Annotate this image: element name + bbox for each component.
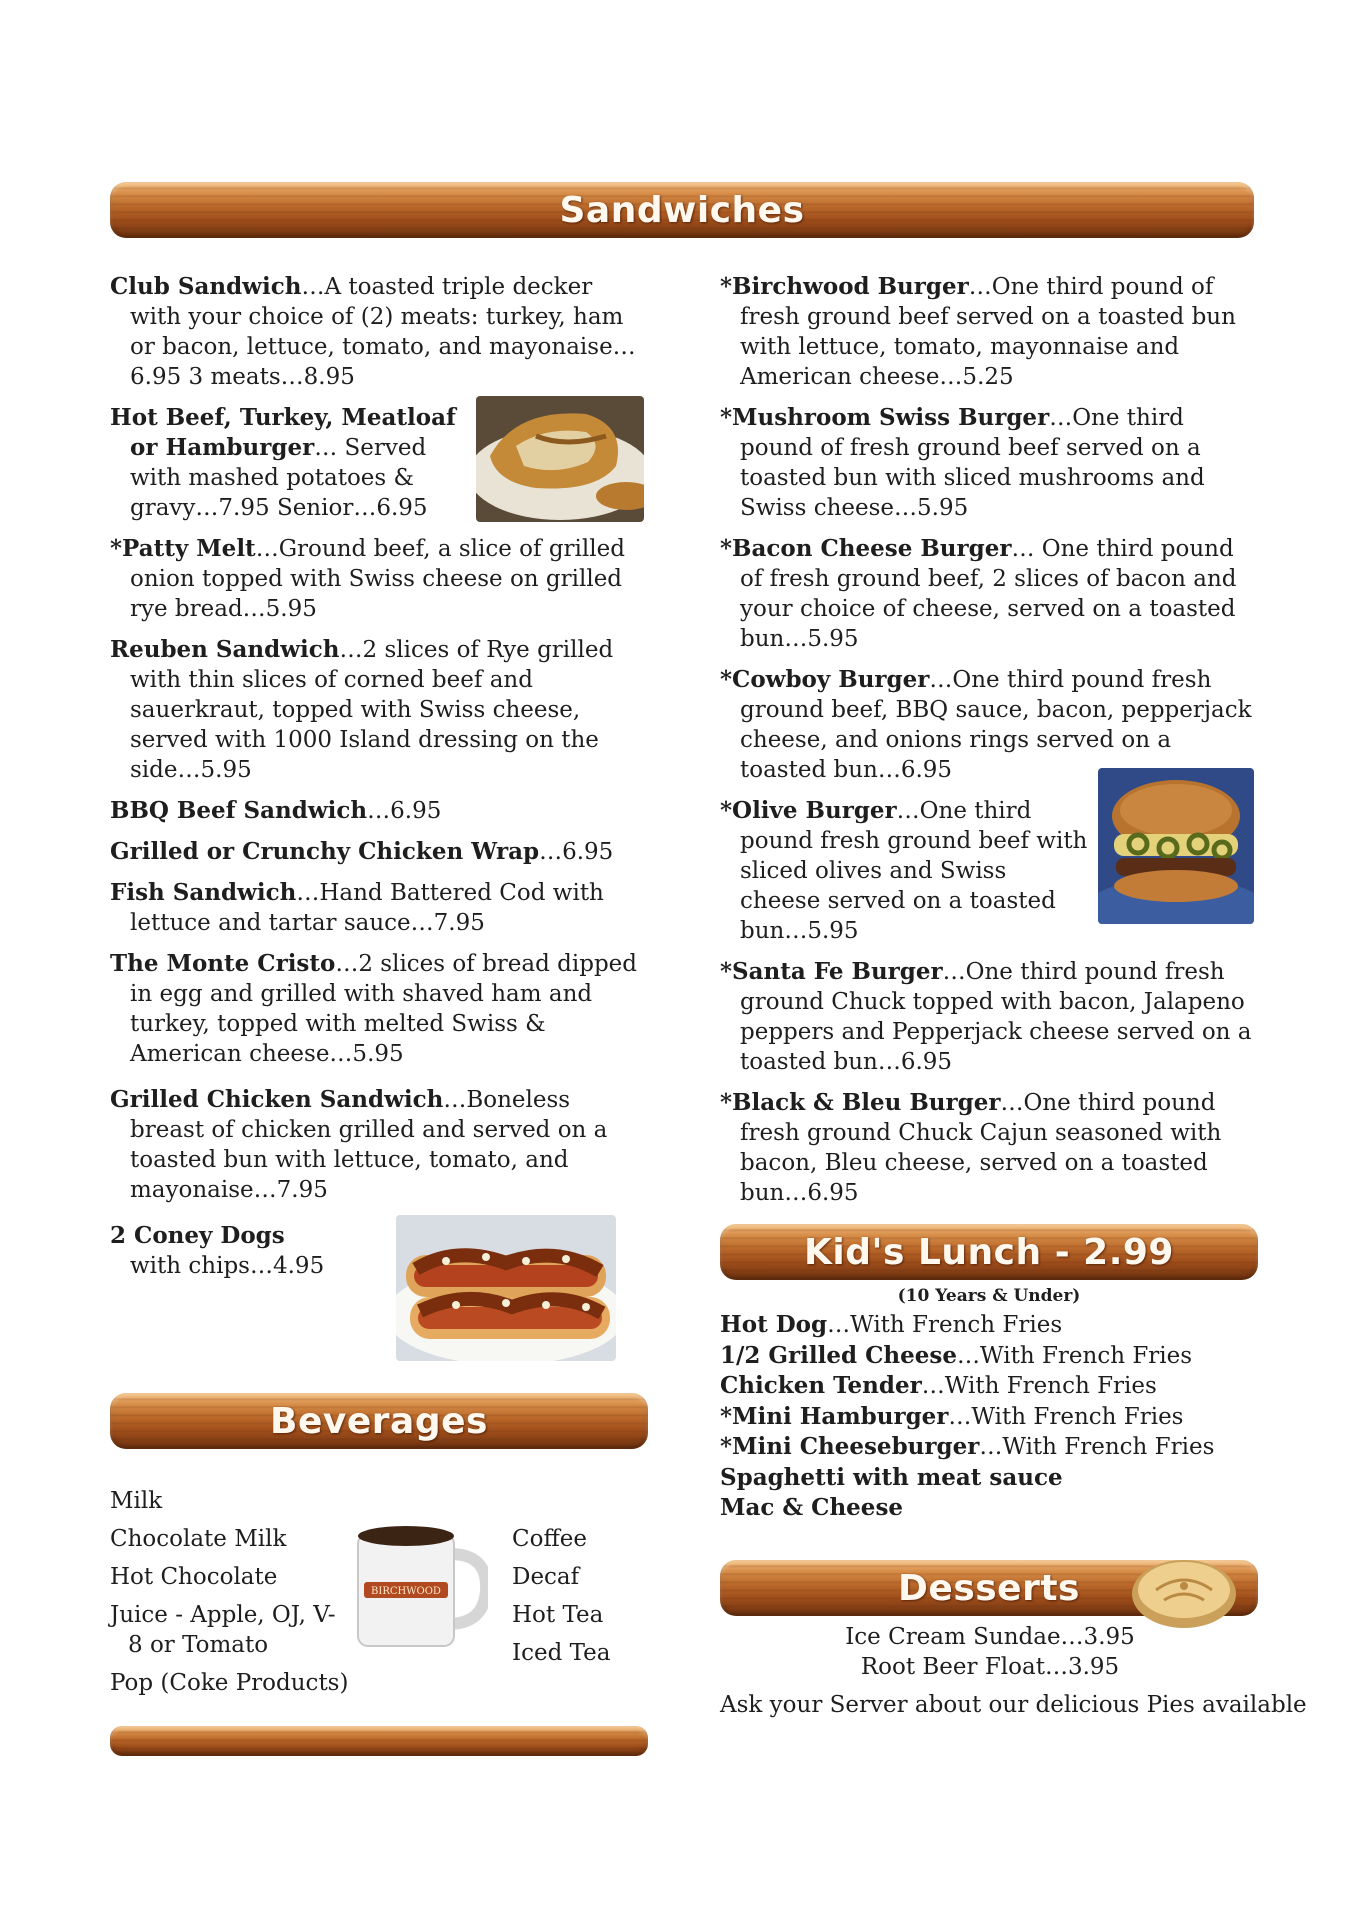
menu-item-name: *Patty Melt bbox=[110, 535, 256, 562]
desserts-note: Ask your Server about our delicious Pies available bbox=[720, 1692, 1307, 1718]
kids-lunch-header bbox=[720, 1224, 1258, 1280]
menu-item-separator: … bbox=[942, 959, 966, 985]
dessert-item: Ice Cream Sundae…3.95 bbox=[845, 1624, 1135, 1650]
menu-item-separator: … bbox=[896, 798, 920, 824]
menu-item-separator: … bbox=[1011, 536, 1042, 562]
beverages-right-list bbox=[512, 1524, 652, 1676]
kids-item-name: Mac & Cheese bbox=[720, 1494, 904, 1521]
kids-lunch-list bbox=[720, 1310, 1260, 1524]
menu-item bbox=[720, 665, 1260, 785]
menu-item-name: *Birchwood Burger bbox=[720, 273, 969, 300]
kids-lunch-subtitle: (10 Years & Under) bbox=[897, 1286, 1081, 1306]
menu-item-name: 2 Coney Dogs bbox=[110, 1222, 285, 1249]
kids-menu-item bbox=[720, 1341, 1260, 1372]
kids-item-name: 1/2 Grilled Cheese bbox=[720, 1341, 957, 1369]
beverage-item: Hot Chocolate bbox=[110, 1564, 278, 1590]
beverage-item: Hot Tea bbox=[512, 1602, 604, 1628]
dessert-item: Root Beer Float…3.95 bbox=[860, 1654, 1120, 1680]
menu-item bbox=[720, 272, 1260, 392]
kids-lunch-title: Kid's Lunch - 2.99 bbox=[804, 1231, 1174, 1273]
kids-item-description: …With French Fries bbox=[827, 1312, 1063, 1338]
menu-item bbox=[110, 534, 650, 624]
menu-item-name: Club Sandwich bbox=[110, 273, 302, 300]
menu-item bbox=[110, 635, 650, 785]
menu-item-name: Hot Beef, Turkey, Meatloaf or Hamburger bbox=[110, 404, 456, 461]
beverage-item: Decaf bbox=[512, 1564, 580, 1590]
menu-item-description: 2 slices of Rye grilled with thin slices of corned beef and sauerkraut, topped with Swiss cheese, served with 1000 Island dressing on the side…5.95 bbox=[130, 637, 614, 783]
kids-item-name: Spaghetti with meat sauce bbox=[720, 1463, 1063, 1491]
beverages-header bbox=[110, 1393, 648, 1449]
menu-item bbox=[720, 534, 1260, 654]
kids-menu-item bbox=[720, 1402, 1260, 1433]
menu-item-description: One third pound fresh ground Chuck Cajun seasoned with bacon, Bleu cheese, served on a toasted bun…6.95 bbox=[740, 1090, 1222, 1206]
menu-item-separator: … bbox=[255, 536, 279, 562]
kids-item-description: …With French Fries bbox=[979, 1434, 1215, 1460]
kids-menu-item bbox=[720, 1463, 1260, 1494]
sandwiches-title: Sandwiches bbox=[559, 189, 805, 231]
menu-item-description: Hand Battered Cod with lettuce and tartar sauce…7.95 bbox=[130, 880, 604, 936]
beverage-item: Coffee bbox=[512, 1526, 588, 1552]
menu-item bbox=[110, 878, 650, 938]
menu-item-separator: … bbox=[1049, 405, 1073, 431]
menu-item-name: Grilled Chicken Sandwich bbox=[110, 1086, 444, 1113]
mug-logo-text: BIRCHWOOD bbox=[371, 1586, 441, 1597]
menu-item-separator: … bbox=[339, 637, 363, 663]
menu-item-description: Boneless breast of chicken grilled and served on a toasted bun with lettuce, tomato, and mayonaise…7.95 bbox=[130, 1087, 608, 1203]
sandwiches-right-column bbox=[720, 272, 1260, 1219]
menu-item-description: Ground beef, a slice of grilled onion topped with Swiss cheese on grilled rye bread…5.95 bbox=[130, 536, 625, 622]
beverage-item: Iced Tea bbox=[512, 1640, 611, 1666]
menu-item-separator: … bbox=[968, 274, 992, 300]
menu-item-name: *Mushroom Swiss Burger bbox=[720, 404, 1050, 431]
menu-item bbox=[110, 837, 650, 867]
beverage-item: Chocolate Milk bbox=[110, 1526, 287, 1552]
olive-burger-photo bbox=[1098, 768, 1254, 924]
menu-item-description: …6.95 bbox=[367, 798, 442, 824]
kids-item-description: …With French Fries bbox=[921, 1373, 1157, 1399]
menu-item-name: Grilled or Crunchy Chicken Wrap bbox=[110, 838, 540, 865]
menu-item-name: *Santa Fe Burger bbox=[720, 958, 943, 985]
menu-item-description: One third pound of fresh ground beef served on a toasted bun with sliced mushrooms and Swiss cheese…5.95 bbox=[740, 405, 1205, 521]
menu-item-description: One third pound of fresh ground beef served on a toasted bun with lettuce, tomato, mayonnaise and American cheese…5.25 bbox=[740, 274, 1236, 390]
menu-item-name: BBQ Beef Sandwich bbox=[110, 797, 368, 824]
menu-item-description: 2 slices of bread dipped in egg and grilled with shaved ham and turkey, topped with melted Swiss & American cheese…5.95 bbox=[130, 951, 638, 1067]
kids-menu-item bbox=[720, 1432, 1260, 1463]
menu-item bbox=[720, 403, 1260, 523]
beverages-left-list bbox=[110, 1486, 360, 1706]
menu-item-description: …6.95 bbox=[539, 839, 614, 865]
beverage-item: Milk bbox=[110, 1488, 163, 1514]
menu-item bbox=[720, 1088, 1260, 1208]
kids-item-description: …With French Fries bbox=[957, 1342, 1193, 1369]
pie-icon bbox=[1128, 1548, 1240, 1632]
coney-dogs-photo bbox=[396, 1215, 616, 1361]
menu-item-separator: … bbox=[929, 667, 953, 693]
menu-item-name: Reuben Sandwich bbox=[110, 636, 340, 663]
menu-item-description: One third pound of fresh ground beef, 2 slices of bacon and your choice of cheese, served on a toasted bun…5.95 bbox=[740, 536, 1237, 652]
menu-item-name: *Cowboy Burger bbox=[720, 666, 930, 693]
kids-item-name: *Mini Hamburger bbox=[720, 1402, 949, 1430]
menu-item bbox=[110, 272, 650, 392]
kids-item-name: Hot Dog bbox=[720, 1311, 828, 1338]
menu-item bbox=[720, 957, 1260, 1077]
menu-item bbox=[110, 1085, 650, 1205]
menu-item-description: One third pound fresh ground beef with sliced olives and Swiss cheese served on a toasted bun…5.95 bbox=[740, 798, 1088, 944]
menu-item-description: Served with mashed potatoes & gravy…7.95 Senior…6.95 bbox=[130, 435, 428, 521]
desserts-title: Desserts bbox=[898, 1567, 1080, 1609]
beverages-title: Beverages bbox=[270, 1400, 488, 1442]
menu-item-name: The Monte Cristo bbox=[110, 950, 336, 977]
menu-item-separator: … bbox=[301, 274, 325, 300]
menu-item-separator: … bbox=[296, 880, 320, 906]
sandwiches-header bbox=[110, 182, 1254, 238]
beverage-item: Pop (Coke Products) bbox=[110, 1670, 349, 1696]
beverage-item: Juice - Apple, OJ, V-8 or Tomato bbox=[110, 1602, 336, 1658]
kids-menu-item bbox=[720, 1310, 1260, 1341]
kids-menu-item bbox=[720, 1371, 1260, 1402]
menu-item-description: A toasted triple decker with your choice of (2) meats: turkey, ham or bacon, lettuce, tomato, and mayonaise…6.95 3 meats…8.95 bbox=[130, 274, 636, 390]
menu-item-name: Fish Sandwich bbox=[110, 879, 297, 906]
kids-item-description: …With French Fries bbox=[948, 1403, 1184, 1430]
bottom-divider-log bbox=[110, 1726, 648, 1756]
menu-item-name: *Bacon Cheese Burger bbox=[720, 535, 1012, 562]
kids-item-name: *Mini Cheeseburger bbox=[720, 1433, 980, 1460]
menu-item-description: with chips…4.95 bbox=[130, 1253, 325, 1279]
kids-menu-item bbox=[720, 1493, 1260, 1524]
menu-item-description: One third pound fresh ground beef, BBQ sauce, bacon, pepperjack cheese, and onions rings served on a toasted bun…6.95 bbox=[740, 667, 1252, 783]
menu-item-name: *Black & Bleu Burger bbox=[720, 1089, 1001, 1116]
desserts-list bbox=[720, 1622, 1260, 1682]
menu-item-separator: … bbox=[443, 1087, 467, 1113]
menu-item-separator: … bbox=[335, 951, 359, 977]
kids-item-name: Chicken Tender bbox=[720, 1372, 922, 1399]
menu-item bbox=[110, 796, 650, 826]
menu-item-description: One third pound fresh ground Chuck topped with bacon, Jalapeno peppers and Pepperjack cheese served on a toasted bun…6.95 bbox=[740, 959, 1252, 1075]
menu-item bbox=[110, 949, 650, 1069]
menu-item-name: *Olive Burger bbox=[720, 797, 897, 824]
menu-item-separator: … bbox=[314, 435, 345, 461]
hot-beef-photo bbox=[476, 396, 644, 522]
menu-item-separator: … bbox=[1000, 1090, 1024, 1116]
coffee-mug-icon bbox=[352, 1520, 488, 1654]
